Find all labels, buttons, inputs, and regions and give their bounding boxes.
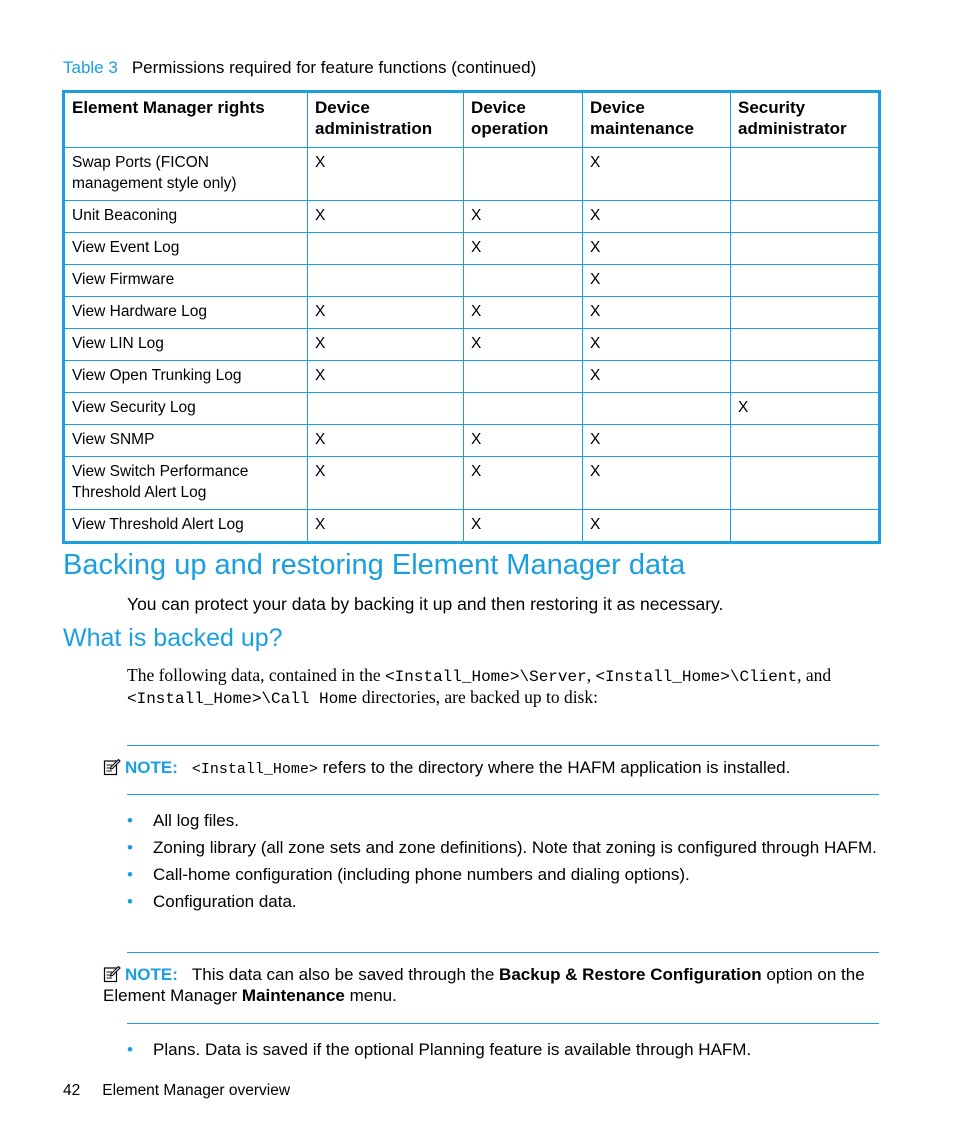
table-cell: X	[583, 510, 731, 543]
bullet-icon: •	[127, 838, 133, 857]
bullet-icon: •	[127, 811, 133, 830]
column-header: Element Manager rights	[64, 92, 308, 148]
note-divider-top	[127, 745, 879, 746]
table-cell: X	[308, 457, 464, 510]
list-item-text: Configuration data.	[153, 892, 297, 911]
section-intro: You can protect your data by backing it up and then restoring it as necessary.	[127, 594, 724, 614]
table-cell	[731, 457, 880, 510]
table-row	[64, 297, 880, 329]
table-cell	[731, 233, 880, 265]
table-cell: X	[583, 201, 731, 233]
column-header: Device operation	[464, 92, 583, 148]
table-row	[64, 393, 880, 425]
paragraph-text: directories, are backed up to disk:	[357, 686, 598, 707]
table-cell: X	[308, 329, 464, 361]
table-cell: X	[583, 148, 731, 201]
table-cell: X	[583, 265, 731, 297]
table-cell: View Open Trunking Log	[64, 361, 308, 393]
table-cell: View LIN Log	[64, 329, 308, 361]
paragraph-text: ,	[586, 665, 596, 685]
table-row	[64, 510, 880, 543]
table-row	[64, 425, 880, 457]
note-divider-bottom	[127, 1023, 879, 1024]
table-cell: X	[308, 148, 464, 201]
table-cell	[308, 393, 464, 425]
list-item	[127, 811, 879, 831]
footer-title: Element Manager overview	[102, 1082, 291, 1099]
backup-list	[127, 811, 879, 919]
table-cell: X	[308, 297, 464, 329]
table-cell: X	[583, 233, 731, 265]
subsection-heading: What is backed up?	[63, 624, 283, 652]
list-item-text: Plans. Data is saved if the optional Planning feature is available through HAFM.	[153, 1040, 752, 1059]
note-box	[103, 964, 879, 1006]
table-cell: View Hardware Log	[64, 297, 308, 329]
table-cell	[464, 265, 583, 297]
table-cell: Swap Ports (FICON management style only)	[64, 148, 308, 201]
table-cell	[731, 329, 880, 361]
permissions-table	[62, 90, 881, 544]
list-item	[127, 892, 879, 912]
note-emphasis: Backup & Restore Configuration	[499, 965, 762, 984]
section-heading: Backing up and restoring Element Manager data	[63, 549, 686, 581]
table-cell: X	[308, 510, 464, 543]
plans-list	[127, 1040, 879, 1067]
column-header: Device administration	[308, 92, 464, 148]
list-item	[127, 1040, 879, 1060]
table-row	[64, 361, 880, 393]
table-cell: View Security Log	[64, 393, 308, 425]
page-footer	[63, 1082, 290, 1100]
table-row	[64, 233, 880, 265]
table-cell: X	[308, 201, 464, 233]
table-cell: X	[583, 425, 731, 457]
table-cell	[308, 233, 464, 265]
table-header-row	[64, 92, 880, 148]
table-cell	[464, 361, 583, 393]
table-row	[64, 329, 880, 361]
table-cell: View Event Log	[64, 233, 308, 265]
bullet-icon: •	[127, 865, 133, 884]
table-cell	[731, 265, 880, 297]
table-row	[64, 201, 880, 233]
table-row	[64, 148, 880, 201]
table-cell: X	[308, 361, 464, 393]
note-text: menu.	[344, 986, 397, 1005]
table-cell: X	[464, 457, 583, 510]
table-cell	[731, 510, 880, 543]
table-cell: X	[308, 425, 464, 457]
column-header: Security administrator	[731, 92, 880, 148]
paragraph-text: , and	[797, 665, 832, 685]
note-text: option on the Element Manager	[103, 965, 865, 1005]
note-divider-top	[127, 952, 879, 953]
table-cell: X	[464, 233, 583, 265]
note-code: <Install_Home>	[191, 761, 318, 778]
note-label: NOTE:	[125, 965, 178, 984]
table-cell: View Switch Performance Threshold Alert Log	[64, 457, 308, 510]
list-item	[127, 865, 879, 885]
bullet-icon: •	[127, 1040, 133, 1059]
table-cell: X	[731, 393, 880, 425]
note-box	[103, 757, 879, 780]
table-cell	[731, 425, 880, 457]
note-text: This data can also be saved through the	[191, 965, 500, 984]
note-label: NOTE:	[125, 758, 178, 777]
table-cell: X	[583, 329, 731, 361]
note-icon	[103, 758, 121, 776]
page-number: 42	[63, 1082, 81, 1099]
table-cell	[731, 201, 880, 233]
bullet-icon: •	[127, 892, 133, 911]
table-row	[64, 265, 880, 297]
table-cell	[464, 393, 583, 425]
table-cell: X	[464, 510, 583, 543]
table-cell	[308, 265, 464, 297]
table-caption-text: Permissions required for feature functions (continued)	[131, 58, 537, 77]
table-cell: View SNMP	[64, 425, 308, 457]
paragraph-text: The following data, contained in the	[127, 665, 386, 685]
table-cell	[464, 148, 583, 201]
path-client: <Install_Home>\Client	[595, 668, 798, 686]
note-text: refers to the directory where the HAFM application is installed.	[317, 758, 791, 777]
table-caption	[63, 58, 536, 78]
path-callhome: <Install_Home>\Call Home	[127, 689, 358, 708]
table-cell: X	[464, 329, 583, 361]
table-row	[64, 457, 880, 510]
table-caption-label: Table 3	[63, 58, 118, 77]
path-server: <Install_Home>\Server	[385, 668, 587, 686]
table-cell: X	[583, 361, 731, 393]
note-icon	[103, 965, 121, 983]
table-cell: X	[464, 297, 583, 329]
table-cell: View Firmware	[64, 265, 308, 297]
table-cell	[731, 361, 880, 393]
backup-paragraph	[127, 666, 879, 709]
table-cell: View Threshold Alert Log	[64, 510, 308, 543]
column-header: Device maintenance	[583, 92, 731, 148]
list-item	[127, 838, 879, 858]
table-cell	[731, 297, 880, 329]
note-emphasis: Maintenance	[241, 986, 345, 1005]
table-cell: X	[464, 201, 583, 233]
note-divider-bottom	[127, 794, 879, 795]
list-item-text: Zoning library (all zone sets and zone definitions). Note that zoning is configured through HAFM.	[153, 838, 877, 857]
table-cell: X	[464, 425, 583, 457]
list-item-text: All log files.	[153, 811, 239, 830]
table-cell	[731, 148, 880, 201]
table-cell: X	[583, 457, 731, 510]
list-item-text: Call-home configuration (including phone numbers and dialing options).	[153, 865, 690, 884]
table-cell	[583, 393, 731, 425]
table-cell: Unit Beaconing	[64, 201, 308, 233]
table-cell: X	[583, 297, 731, 329]
